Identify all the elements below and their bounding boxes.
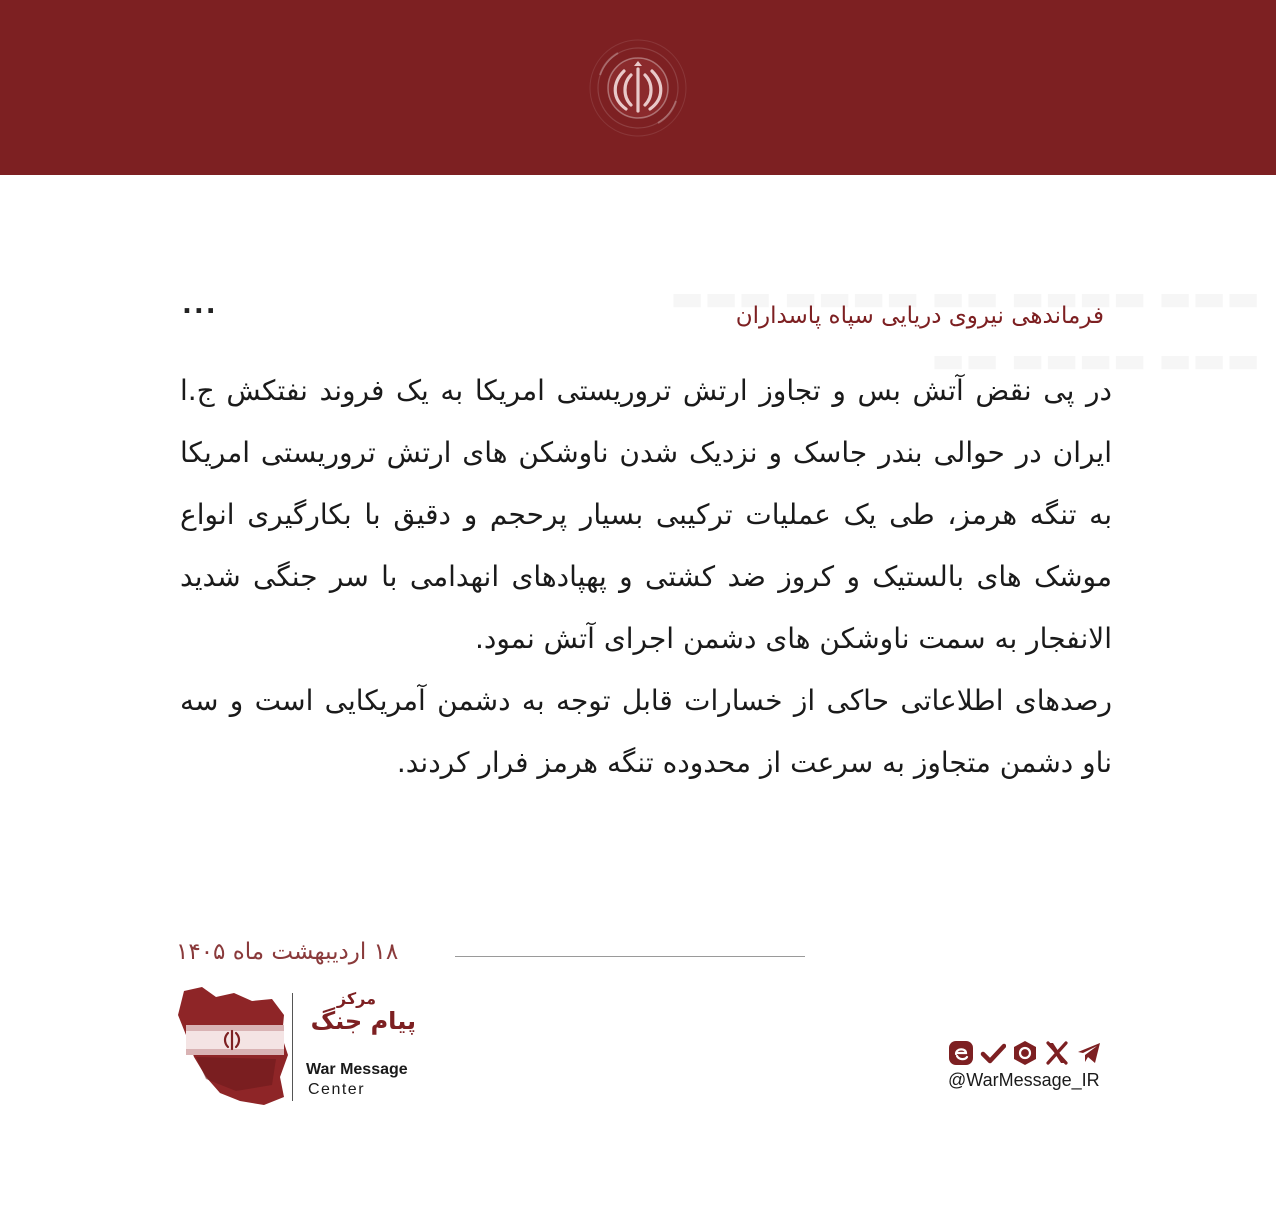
war-message-logo [176, 985, 446, 1110]
logo-english-line-2: Center [308, 1081, 366, 1098]
date-divider [455, 956, 805, 957]
logo-english-line-1: War Message [306, 1061, 408, 1078]
logo-divider [292, 993, 293, 1101]
iran-emblem-icon [578, 33, 698, 143]
post-date: ۱۸ اردیبهشت ماه ۱۴۰۵ [176, 939, 399, 965]
rubika-icon[interactable] [1012, 1040, 1038, 1066]
post-body [180, 360, 1112, 794]
post-subtitle: فرماندهی نیروی دریایی سپاه پاسداران [735, 303, 1104, 329]
more-menu-button[interactable]: ... [182, 290, 218, 320]
logo-title-small: مرکز [336, 989, 376, 1008]
body-paragraph-1: در پی نقض آتش بس و تجاوز ارتش تروریستی امریکا به یک فروند نفتکش ج.ا ایران در حوالی بندر جاسک و نزدیک شدن ناوشکن های ارتش تروریستی امریکا به تنگه هرمز، طی یک عملیات ترکیبی بسیار پرحجم و دقیق با بکارگیری انواع موشک های بالستیک و کروز ضد کشتی و پهپادهای انهدامی با سر جنگی شدید الانفجار به سمت ناوشکن های دشمن اجرای آتش نمود. [180, 374, 1112, 655]
social-links [948, 1037, 1102, 1069]
logo-title-big: پیام جنگ [310, 1007, 416, 1035]
body-paragraph-2: رصدهای اطلاعاتی حاکی از خسارات قابل توجه به دشمن آمریکایی است و سه ناو دشمن متجاوز به سرعت از محدوده تنگه هرمز فرار کردند. [180, 684, 1112, 779]
eitaa-icon[interactable] [948, 1040, 974, 1066]
x-icon[interactable] [1044, 1040, 1070, 1066]
header-banner [0, 0, 1276, 175]
telegram-icon[interactable] [1076, 1040, 1102, 1066]
social-handle[interactable]: @WarMessage_IR [948, 1070, 1100, 1090]
check-icon[interactable] [980, 1040, 1006, 1066]
iran-map-icon [176, 985, 291, 1110]
